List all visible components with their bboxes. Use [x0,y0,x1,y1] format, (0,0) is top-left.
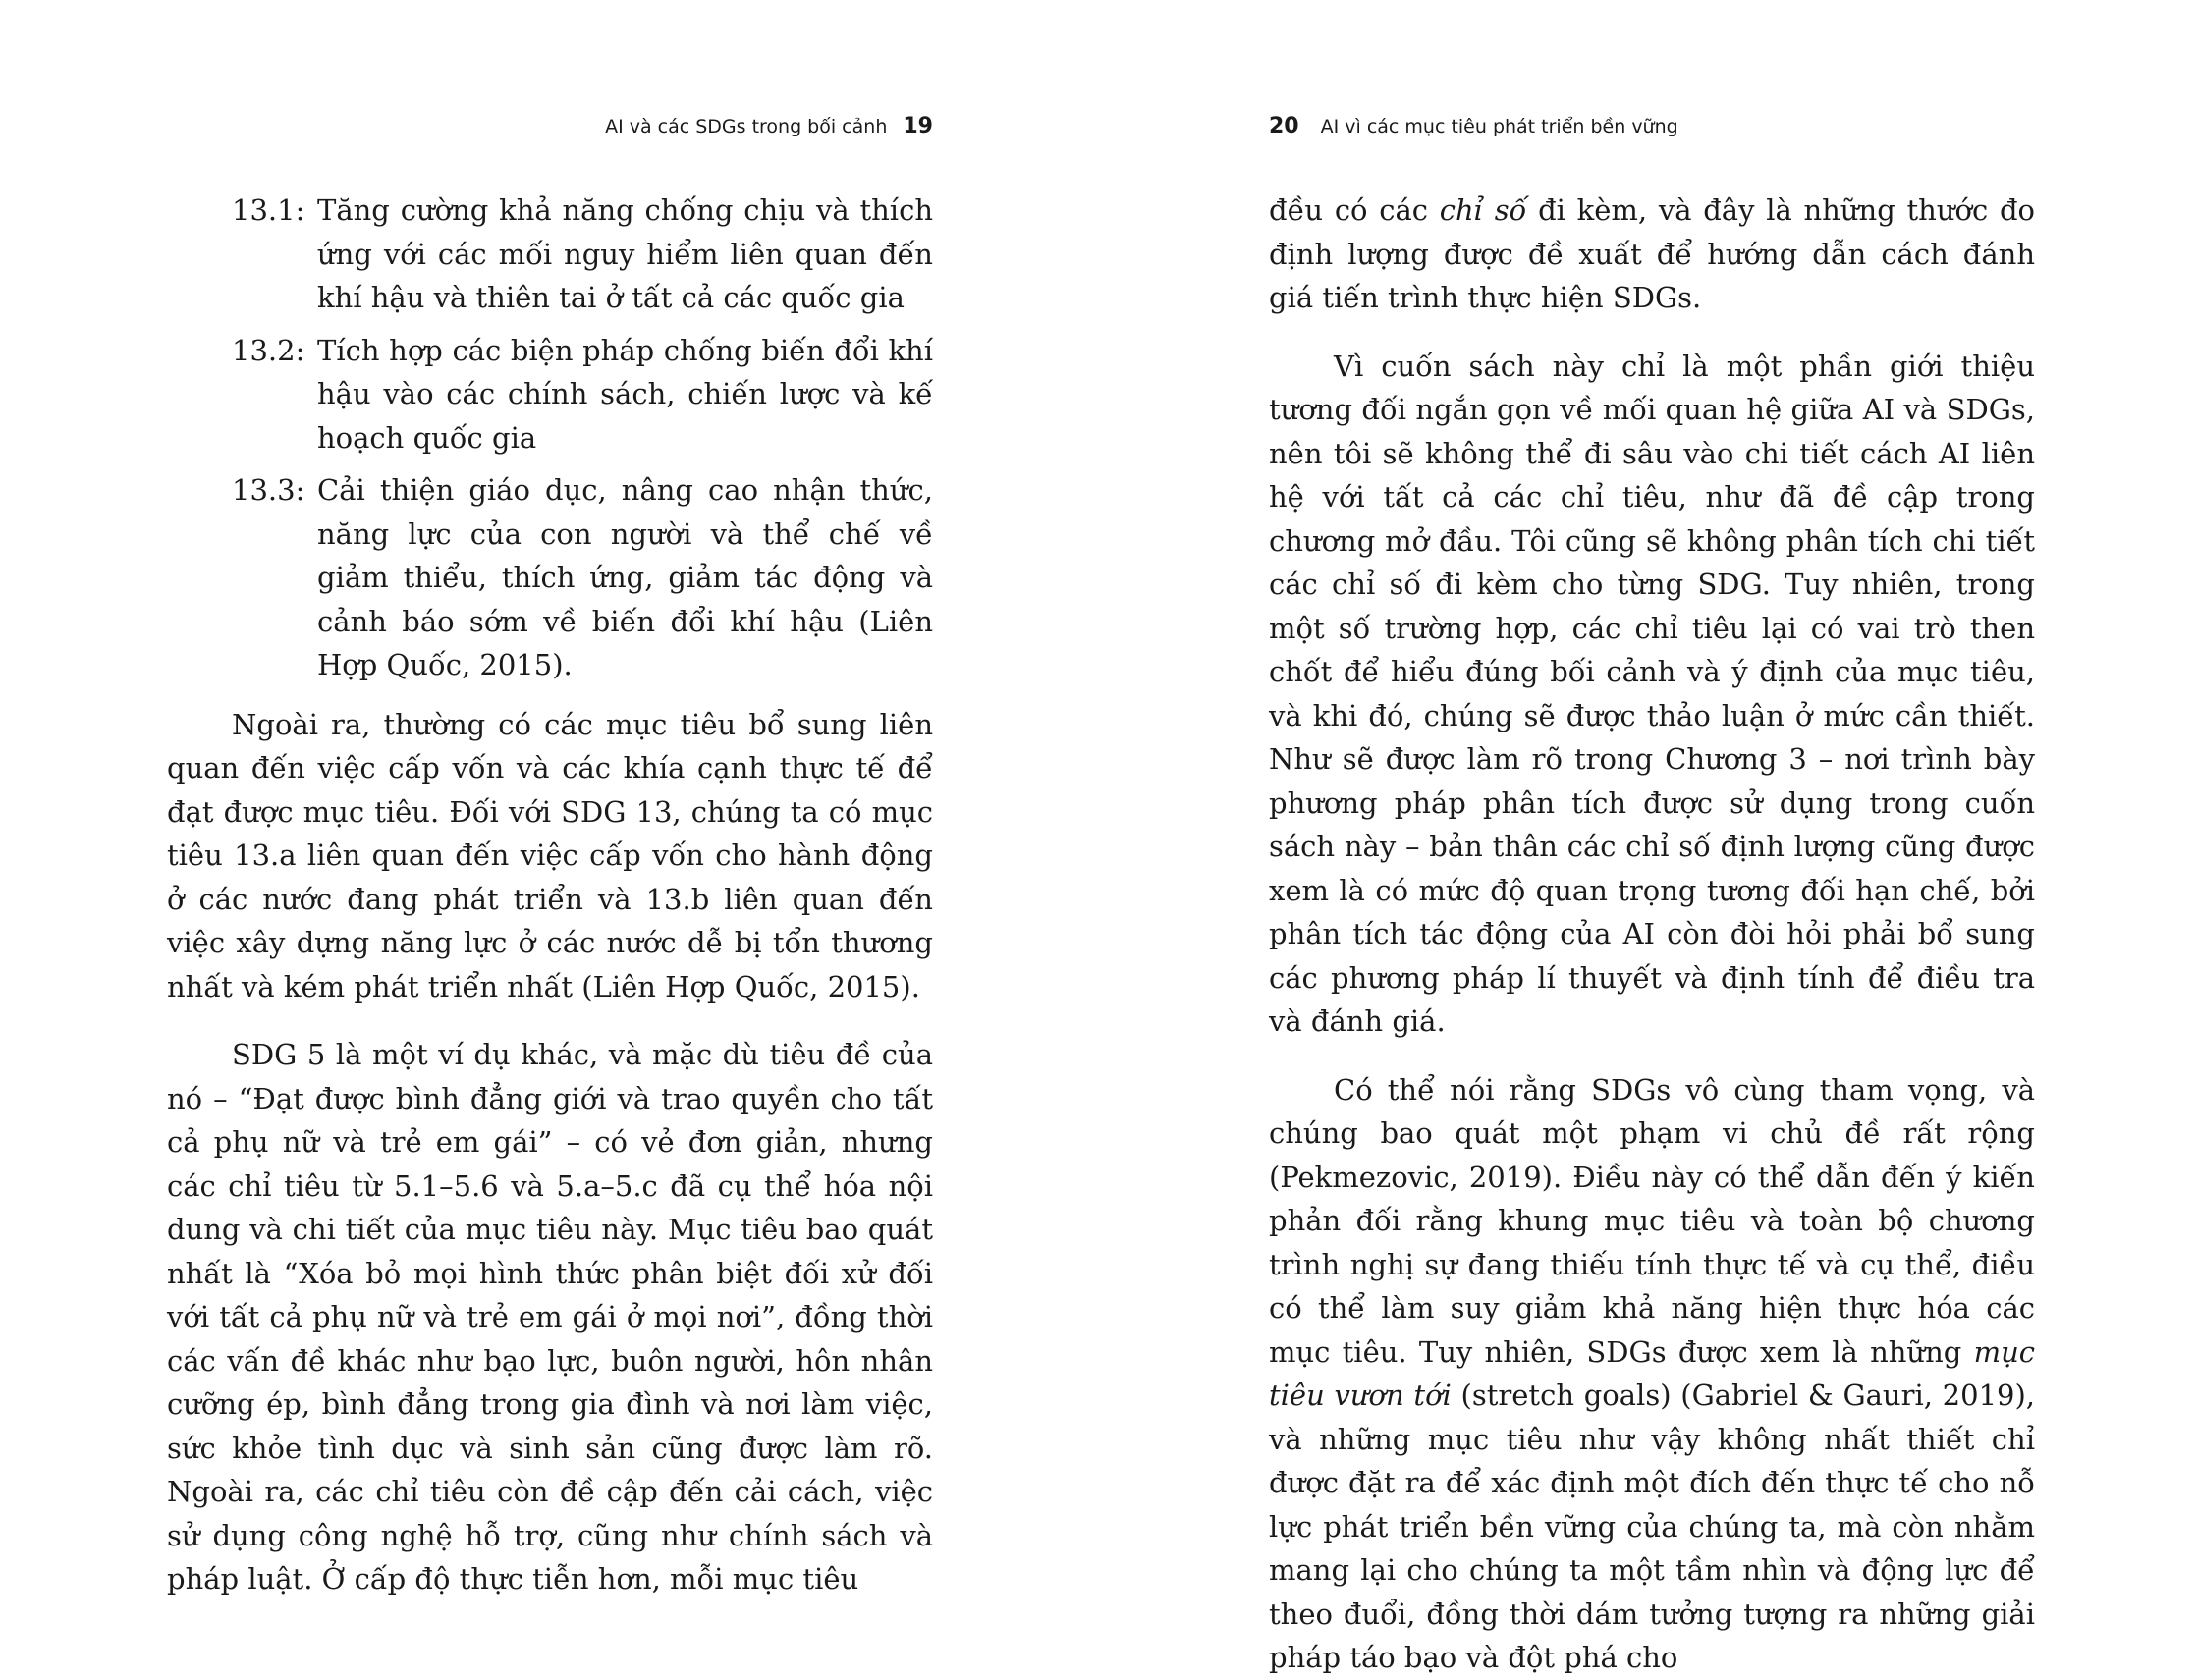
paragraph: Vì cuốn sách này chỉ là một phần giới thiệu tương đối ngắn gọn về mối quan hệ giữa AI và SDGs, nên tôi sẽ không thể đi sâu vào chi tiết cách AI liên hệ với tất cả các chỉ tiêu, như đã đề cập trong chương mở đầu. Tôi cũng sẽ không phân tích chi tiết các chỉ số đi kèm cho từng SDG. Tuy nhiên, trong một số trường hợp, các chỉ tiêu lại có vai trò then chốt để hiểu đúng bối cảnh và ý định của mục tiêu, và khi đó, chúng sẽ được thảo luận ở mức cần thiết. Như sẽ được làm rõ trong Chương 3 – nơi trình bày phương pháp phân tích được sử dụng trong cuốn sách này – bản thân các chỉ số định lượng cũng được xem là có mức độ quan trọng tương đối hạn chế, bởi phân tích tác động của AI còn đòi hỏi phải bổ sung các phương pháp lí thuyết và định tính để điều tra và đánh giá. [1269,349,2035,1038]
paragraph [1269,189,2035,320]
emphasis-text: chỉ số [1439,193,1527,227]
text-run: đi kèm, và đây là những thước đo định lượng được đề xuất để hướng dẫn cách đánh giá tiến trình thực hiện SDGs. [1269,193,2035,314]
target-number: 13.2: [232,333,305,367]
target-text: Tăng cường khả năng chống chịu và thích ứng với các mối nguy hiểm liên quan đến khí hậu và thiên tai ở tất cả các quốc gia [317,193,933,314]
text-run: (stretch goals) (Gabriel & Gauri, 2019), và những mục tiêu như vậy không nhất thiết chỉ được đặt ra để xác định một đích đến thực tế cho nỗ lực phát triển bền vững của chúng ta, mà còn nhằm mang lại cho chúng ta một tầm nhìn và động lực để theo đuổi, đồng thời dám tưởng tượng ra những giải pháp táo bạo và đột phá cho [1269,1379,2035,1674]
target-text: Cải thiện giáo dục, nâng cao nhận thức, năng lực của con người và thể chế về giảm thiểu, thích ứng, giảm tác động và cảnh báo sớm về biến đổi khí hậu (Liên Hợp Quốc, 2015). [317,473,933,681]
emphasis-text: mục tiêu vươn tới [1269,1334,2035,1412]
target-text: Tích hợp các biện pháp chống biến đổi khí hậu vào các chính sách, chiến lược và kế hoạch quốc gia [317,333,933,455]
right-page-number: 20 [1269,114,1299,138]
target-number: 13.1: [232,193,305,227]
paragraph: Ngoài ra, thường có các mục tiêu bổ sung liên quan đến việc cấp vốn và các khía cạnh thực tế để đạt được mục tiêu. Đối với SDG 13, chúng ta có mục tiêu 13.a liên quan đến việc cấp vốn cho hành động ở các nước đang phát triển và 13.b liên quan đến việc xây dựng năng lực ở các nước dễ bị tổn thương nhất và kém phát triển nhất (Liên Hợp Quốc, 2015). [167,707,933,1003]
text-run: đều có các [1269,193,1440,227]
left-page-number: 19 [903,114,933,138]
right-page [1269,0,2035,1674]
right-running-header [1269,114,2035,143]
left-page [167,0,933,1655]
paragraph [1269,1068,2035,1680]
left-running-header [167,114,933,143]
target-item-13-1 [232,189,933,320]
right-header-title: AI vì các mục tiêu phát triển bền vững [1320,116,1678,137]
paragraph: SDG 5 là một ví dụ khác, và mặc dù tiêu đề của nó – “Đạt được bình đẳng giới và trao quyền cho tất cả phụ nữ và trẻ em gái” – có vẻ đơn giản, nhưng các chỉ tiêu từ 5.1–5.6 và 5.a–5.c đã cụ thể hóa nội dung và chi tiết của mục tiêu này. Mục tiêu bao quát nhất là “Xóa bỏ mọi hình thức phân biệt đối xử đối với tất cả phụ nữ và trẻ em gái ở mọi nơi”, đồng thời các vấn đề khác như bạo lực, buôn người, hôn nhân cưỡng ép, bình đẳng trong gia đình và nơi làm việc, sức khỏe tình dục và sinh sản cũng được làm rõ. Ngoài ra, các chỉ tiêu còn đề cập đến cải cách, việc sử dụng công nghệ hỗ trợ, cũng như chính sách và pháp luật. Ở cấp độ thực tiễn hơn, mỗi mục tiêu [167,1038,933,1596]
left-header-title: AI và các SDGs trong bối cảnh [605,116,888,137]
left-page-body [167,189,933,1601]
text-run: Có thể nói rằng SDGs vô cùng tham vọng, và chúng bao quát một phạm vi chủ đề rất rộng (Pekmezovic, 2019). Điều này có thể dẫn đến ý kiến phản đối rằng khung mục tiêu và toàn bộ chương trình nghị sự đang thiếu tính thực tế và cụ thể, điều có thể làm suy giảm khả năng hiện thực hóa các mục tiêu. Tuy nhiên, SDGs được xem là những [1269,1072,2035,1369]
target-item-13-2 [232,329,933,461]
target-number: 13.3: [232,473,305,507]
target-item-13-3 [232,468,933,687]
right-page-body [1269,189,2035,1680]
